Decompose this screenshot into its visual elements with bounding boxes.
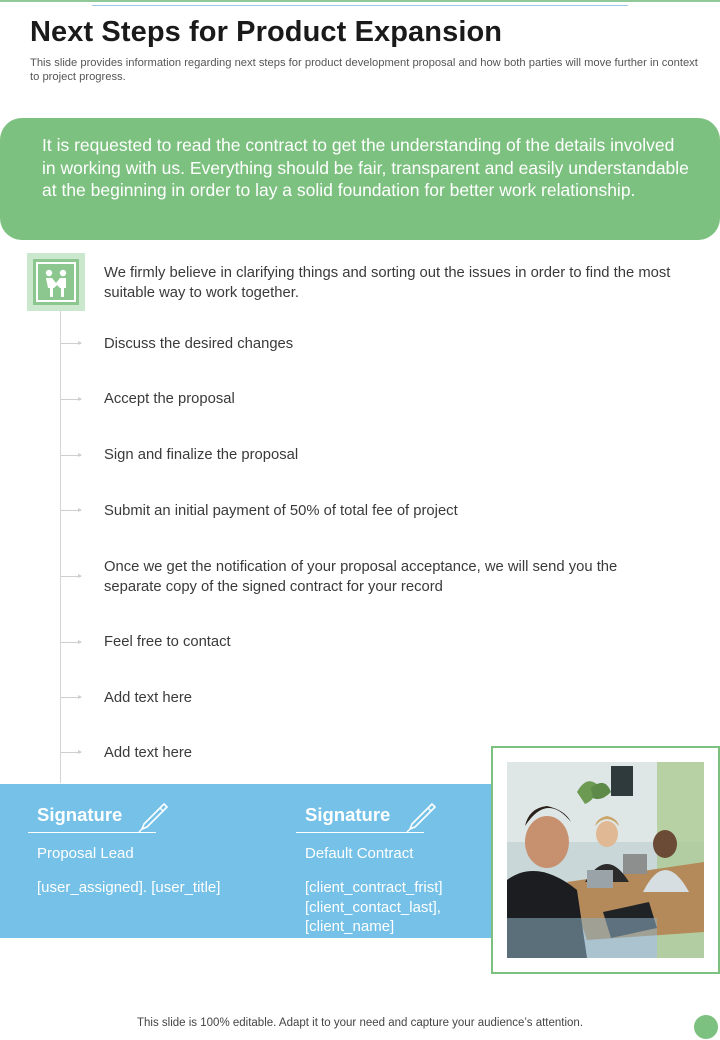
step-item: Submit an initial payment of 50% of total fee of project xyxy=(104,503,458,519)
signature-field: [client_contract_frist] xyxy=(305,879,443,896)
signature-heading: Signature xyxy=(305,804,391,825)
signature-underline xyxy=(296,832,424,833)
signature-field: [user_assigned]. [user_title] xyxy=(37,879,221,896)
footer-dot xyxy=(694,1015,718,1039)
page-subtitle: This slide provides information regarding next steps for product development proposal and how both parties will move further in context to project progress. xyxy=(30,57,698,83)
signature-field: [client_contact_last], xyxy=(305,898,441,916)
signature-role: Default Contract xyxy=(305,845,414,862)
step-item: Accept the proposal xyxy=(104,391,235,407)
step-item: Add text here xyxy=(104,690,193,706)
step-arrow xyxy=(61,510,81,511)
step-item: Discuss the desired changes xyxy=(104,336,294,352)
page-title: Next Steps for Product Expansion xyxy=(30,16,503,48)
top-accent-line xyxy=(92,5,628,6)
step-item: Once we get the notification of your proposal acceptance, we will send you the separate copy of the signed contract for your record xyxy=(104,559,618,595)
timeline-line xyxy=(60,311,61,783)
signature-role: Proposal Lead xyxy=(37,845,134,862)
step-item: Add text here xyxy=(104,745,193,761)
step-arrow xyxy=(61,642,81,643)
step-arrow xyxy=(61,697,81,698)
pen-icon xyxy=(402,800,438,836)
signature-fields xyxy=(305,878,443,937)
handshake-icon xyxy=(36,262,76,302)
step-item: Sign and finalize the proposal xyxy=(104,447,299,463)
step-item: Feel free to contact xyxy=(104,634,231,650)
step-arrow xyxy=(61,576,81,577)
signature-underline xyxy=(28,832,156,833)
intro-text: We firmly believe in clarifying things and sorting out the issues in order to find the most suitable way to work together. xyxy=(104,265,671,301)
footer-text: This slide is 100% editable. Adapt it to your need and capture your audience’s attention. xyxy=(136,1017,584,1029)
signature-heading: Signature xyxy=(37,804,123,825)
step-arrow xyxy=(61,752,81,753)
step-arrow xyxy=(61,455,81,456)
top-border xyxy=(0,0,720,2)
signature-fields xyxy=(37,878,220,898)
signature-field: [client_name] xyxy=(305,918,395,935)
step-arrow xyxy=(61,343,81,344)
step-arrow xyxy=(61,399,81,400)
meeting-photo xyxy=(507,762,704,958)
banner-text: It is requested to read the contract to get the understanding of the details involved in working with us. Everything should be fair, transparent and easily understandable at the beginning in order to lay a solid foundation for better work relationship. xyxy=(42,135,689,200)
pen-icon xyxy=(134,800,170,836)
